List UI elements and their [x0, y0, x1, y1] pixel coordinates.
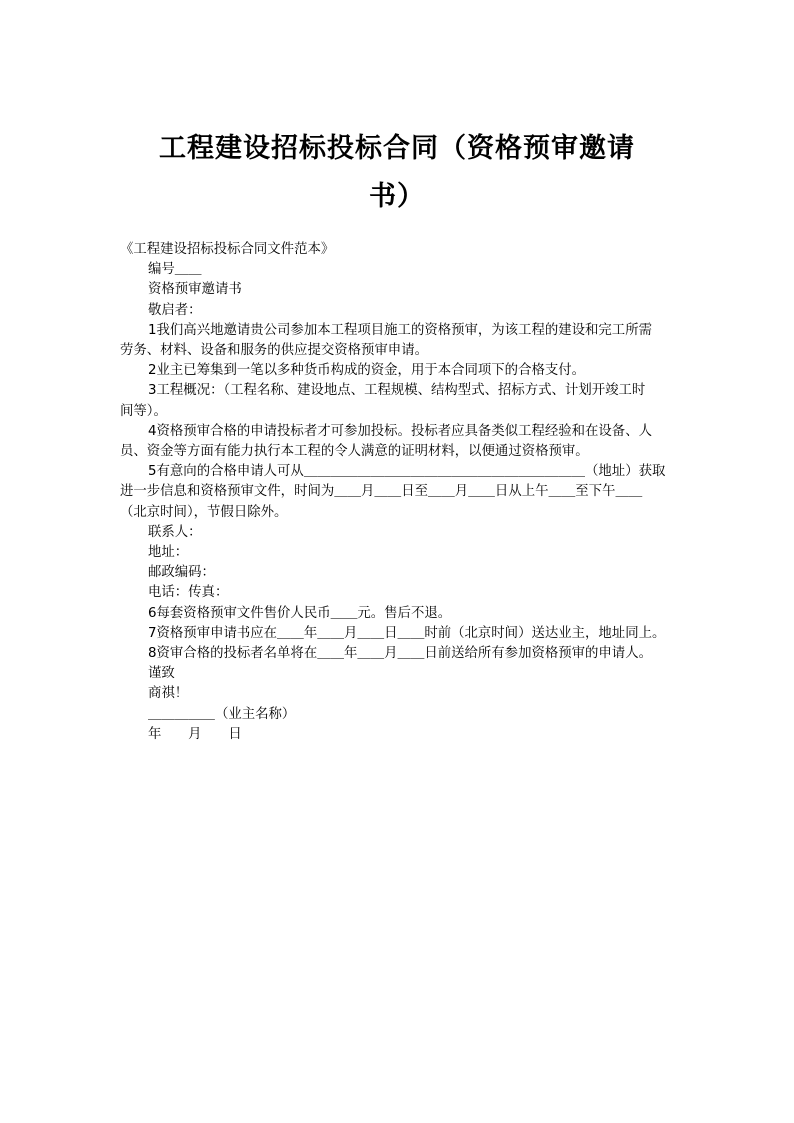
paragraph-5-line-3: （北京时间），节假日除外。	[120, 504, 288, 520]
paragraph-1-line-2: 劳务、材料、设备和服务的供应提交资格预审申请。	[120, 343, 428, 359]
contact-person: 联系人：	[148, 524, 202, 540]
document-number: 编号＿＿	[148, 262, 202, 278]
closing-line-1: 谨致	[148, 666, 175, 682]
owner-signature: ＿＿＿＿＿（业主名称）	[148, 706, 296, 722]
paragraph-2: 2业主已筹集到一笔以多种货币构成的资金，用于本合同项下的合格支付。	[148, 363, 586, 379]
signature-date: 年 月 日	[148, 726, 242, 742]
address: 地址：	[148, 545, 189, 561]
paragraph-7: 7资格预审申请书应在＿＿年＿＿月＿＿日＿＿时前（北京时间）送达业主，地址同上。	[148, 625, 666, 641]
document-title-line-1: 工程建设招标投标合同（资格预审邀请	[159, 133, 635, 164]
document-body	[120, 240, 690, 745]
paragraph-5-line-2: 进一步信息和资格预审文件，时间为＿＿月＿＿日至＿＿月＿＿日从上午＿＿至下午＿＿	[120, 484, 643, 500]
source-reference: 《工程建设招标投标合同文件范本》	[120, 242, 335, 257]
paragraph-8: 8资审合格的投标者名单将在＿＿年＿＿月＿＿日前送给所有参加资格预审的申请人。	[148, 646, 652, 662]
paragraph-6: 6每套资格预审文件售价人民币＿＿元。售后不退。	[148, 605, 452, 621]
document-name: 资格预审邀请书	[148, 282, 242, 298]
postcode: 邮政编码：	[148, 565, 215, 581]
paragraph-1-line-1: 1我们高兴地邀请贵公司参加本工程项目施工的资格预审，为该工程的建设和完工所需	[148, 322, 652, 338]
document-title-line-2: 书）	[369, 181, 425, 212]
paragraph-3-line-1: 3工程概况：（工程名称、建设地点、工程规模、结构型式、招标方式、计划开竣工时	[148, 383, 646, 399]
phone-fax: 电话：传真：	[148, 585, 229, 601]
closing-line-2: 商祺！	[148, 686, 189, 702]
salutation: 敬启者：	[148, 302, 202, 318]
paragraph-5-line-1: 5有意向的合格申请人可从＿＿＿＿＿＿＿＿＿＿＿＿＿＿＿＿＿＿＿＿＿（地址）获取	[148, 464, 666, 480]
paragraph-4-line-1: 4资格预审合格的申请投标者才可参加投标。投标者应具备类似工程经验和在设备、人	[148, 423, 652, 439]
paragraph-3-line-2: 间等）。	[120, 403, 167, 419]
paragraph-4-line-2: 员、资金等方面有能力执行本工程的令人满意的证明材料，以便通过资格预审。	[120, 444, 589, 460]
